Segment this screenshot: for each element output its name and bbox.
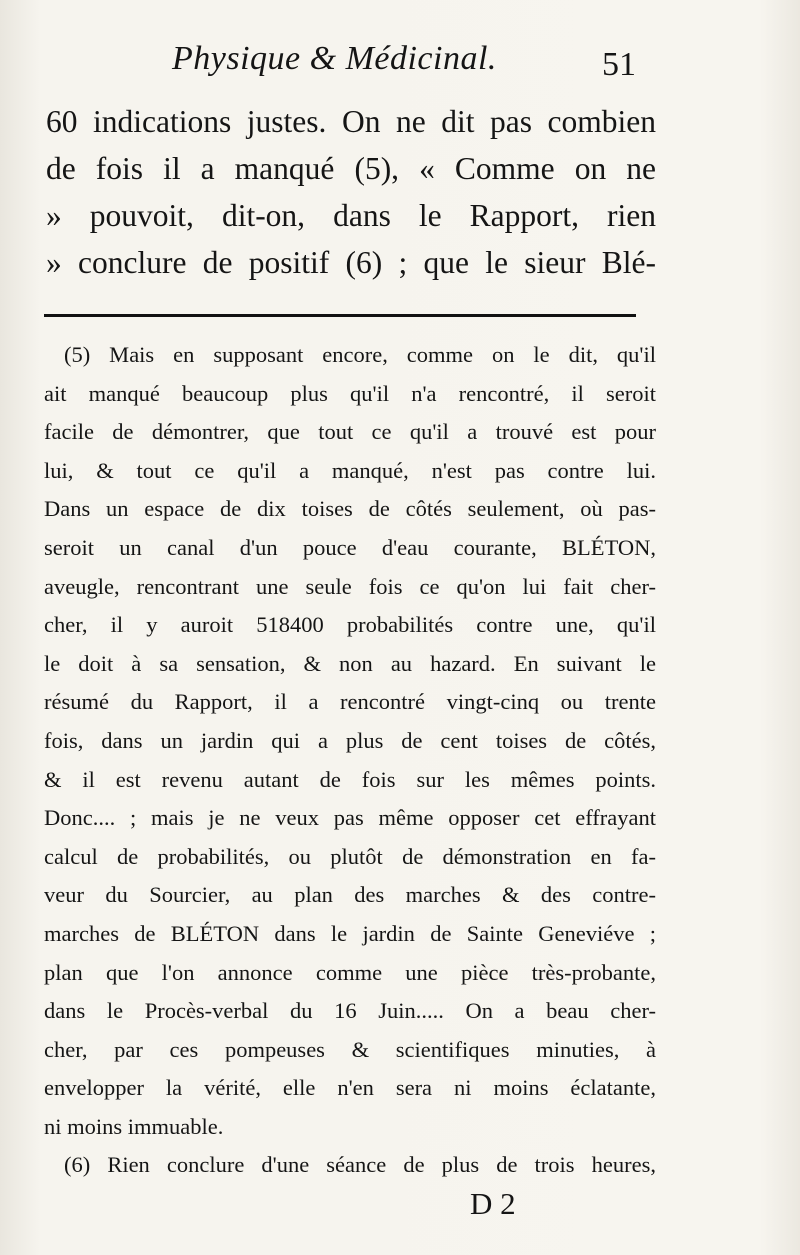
footnote-line: facile de démontrer, que tout ce qu'il a trouvé est pour xyxy=(44,419,656,445)
footnote-line: ni moins immuable. xyxy=(44,1113,224,1139)
page-header xyxy=(0,38,800,88)
running-title: Physique & Médicinal. xyxy=(172,40,497,77)
footnote-line: cher, il y auroit 518400 probabilités contre une, qu'il xyxy=(44,612,656,638)
text-line: de fois il a manqué (5), « Comme on ne xyxy=(46,151,656,186)
page-number: 51 xyxy=(602,46,636,83)
footnote-6: (6) Rien conclure d'une séance de plus de trois heures, xyxy=(64,1152,656,1178)
footnote-line: cher, par ces pompeuses & scientifiques minuties, à xyxy=(44,1036,656,1062)
footnote-line: le doit à sa sensation, & non au hazard. En suivant le xyxy=(44,650,656,676)
text-line: 60 indications justes. On ne dit pas combien xyxy=(46,104,656,139)
footnote-line: Dans un espace de dix toises de côtés seulement, où pas- xyxy=(44,496,656,522)
footnote-line: & il est revenu autant de fois sur les mêmes points. xyxy=(44,766,656,792)
signature-mark: D 2 xyxy=(470,1186,516,1221)
footnote-line: (5) Mais en supposant encore, comme on le dit, qu'il xyxy=(64,342,656,367)
footnote-line: fois, dans un jardin qui a plus de cent toises de côtés, xyxy=(44,727,656,753)
footnote-line: veur du Sourcier, au plan des marches & des contre- xyxy=(44,882,656,908)
footnote-line: lui, & tout ce qu'il a manqué, n'est pas contre lui. xyxy=(44,457,656,483)
footnotes xyxy=(44,336,656,1185)
footnote-line: Donc.... ; mais je ne veux pas même opposer cet effrayant xyxy=(44,805,656,831)
footnote-line: résumé du Rapport, il a rencontré vingt-cinq ou trente xyxy=(44,689,656,715)
footnote-line: plan que l'on annonce comme une pièce très-probante, xyxy=(44,959,656,985)
footnote-line: seroit un canal d'un pouce d'eau courante, BLÉTON, xyxy=(44,534,656,560)
footnote-line: marches de BLÉTON dans le jardin de Sainte Geneviéve ; xyxy=(44,920,656,946)
text-line: » conclure de positif (6) ; que le sieur Blé- xyxy=(46,245,656,280)
footnote-line: aveugle, rencontrant une seule fois ce qu'on lui fait cher- xyxy=(44,573,656,599)
text-line: » pouvoit, dit-on, dans le Rapport, rien xyxy=(46,198,656,233)
footnote-divider xyxy=(44,314,636,317)
main-text xyxy=(46,98,656,286)
footnote-line: envelopper la vérité, elle n'en sera ni moins éclatante, xyxy=(44,1075,656,1101)
footnote-line: calcul de probabilités, ou plutôt de démonstration en fa- xyxy=(44,843,656,869)
footnote-line: dans le Procès-verbal du 16 Juin..... On a beau cher- xyxy=(44,998,656,1024)
footnote-line: ait manqué beaucoup plus qu'il n'a rencontré, il seroit xyxy=(44,380,656,406)
